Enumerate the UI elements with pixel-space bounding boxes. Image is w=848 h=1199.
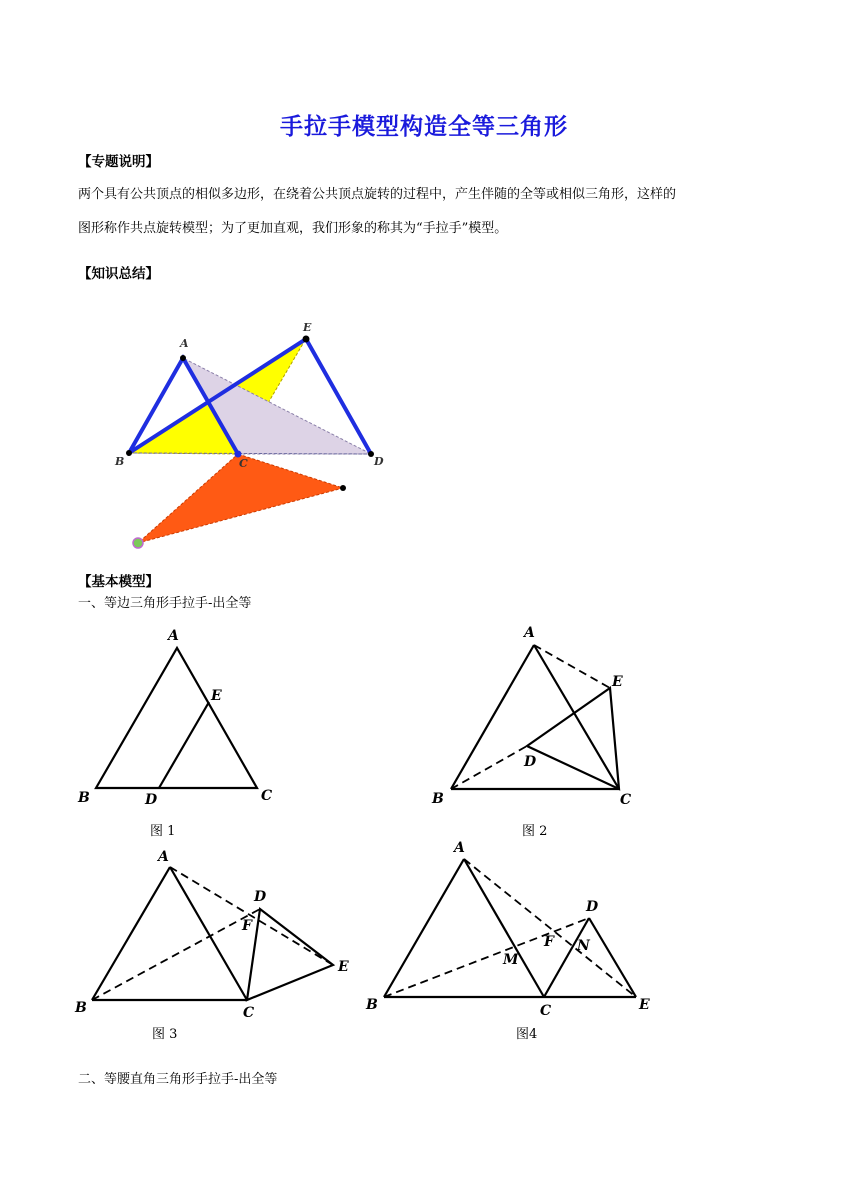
figure-3-caption: 图 3	[152, 1027, 178, 1042]
summary-label-d: D	[374, 455, 384, 468]
fig3-label-d: D	[254, 889, 267, 905]
fig4-label-b: B	[366, 997, 378, 1013]
fig3-label-b: B	[75, 1000, 87, 1016]
figure-2-caption: 图 2	[522, 824, 548, 839]
basic-heading: 【基本模型】	[78, 574, 159, 590]
fig2-label-e: E	[612, 674, 623, 690]
fig1-label-e: E	[211, 688, 222, 704]
fig2-label-b: B	[432, 791, 444, 807]
intro-line-1: 两个具有公共顶点的相似多边形，在绕着公共顶点旋转的过程中，产生伴随的全等或相似三角形，这样的	[78, 187, 677, 202]
figure-1	[70, 620, 290, 820]
model2-title: 二、等腰直角三角形手拉手-出全等	[78, 1072, 278, 1087]
fig3-label-c: C	[243, 1005, 255, 1021]
fig2-label-a: A	[524, 625, 535, 641]
figure-4	[360, 836, 670, 1026]
fig4-label-n: N	[577, 938, 590, 954]
fig4-label-f: F	[544, 934, 554, 950]
fig4-label-m: M	[503, 952, 519, 968]
fig4-label-d: D	[586, 899, 599, 915]
figure-3	[70, 840, 370, 1030]
model1-title: 一、等边三角形手拉手-出全等	[78, 596, 252, 611]
fig1-label-c: C	[261, 788, 273, 804]
fig4-label-e: E	[639, 997, 650, 1013]
fig4-label-a: A	[454, 840, 465, 856]
fig3-label-a: A	[158, 849, 169, 865]
summary-label-b: B	[115, 455, 125, 468]
fig1-label-b: B	[78, 790, 90, 806]
fig2-label-d: D	[524, 754, 537, 770]
intro-heading: 【专题说明】	[78, 154, 159, 170]
fig3-label-f: F	[242, 918, 252, 934]
figure-4-caption: 图4	[516, 1027, 538, 1042]
fig2-label-c: C	[620, 792, 632, 808]
fig3-label-e: E	[338, 959, 349, 975]
figure-2	[420, 618, 660, 818]
fig4-label-c: C	[540, 1003, 552, 1019]
fig1-label-a: A	[168, 628, 179, 644]
summary-diagram	[105, 310, 405, 560]
summary-label-e: E	[303, 321, 312, 334]
summary-label-c: C	[239, 457, 248, 470]
fig1-label-d: D	[145, 792, 158, 808]
figure-1-caption: 图 1	[150, 824, 176, 839]
summary-heading: 【知识总结】	[78, 266, 159, 282]
summary-label-a: A	[180, 337, 189, 350]
page-title: 手拉手模型构造全等三角形	[280, 114, 568, 140]
intro-line-2: 图形称作共点旋转模型；为了更加直观，我们形象的称其为“手拉手”模型。	[78, 221, 508, 236]
